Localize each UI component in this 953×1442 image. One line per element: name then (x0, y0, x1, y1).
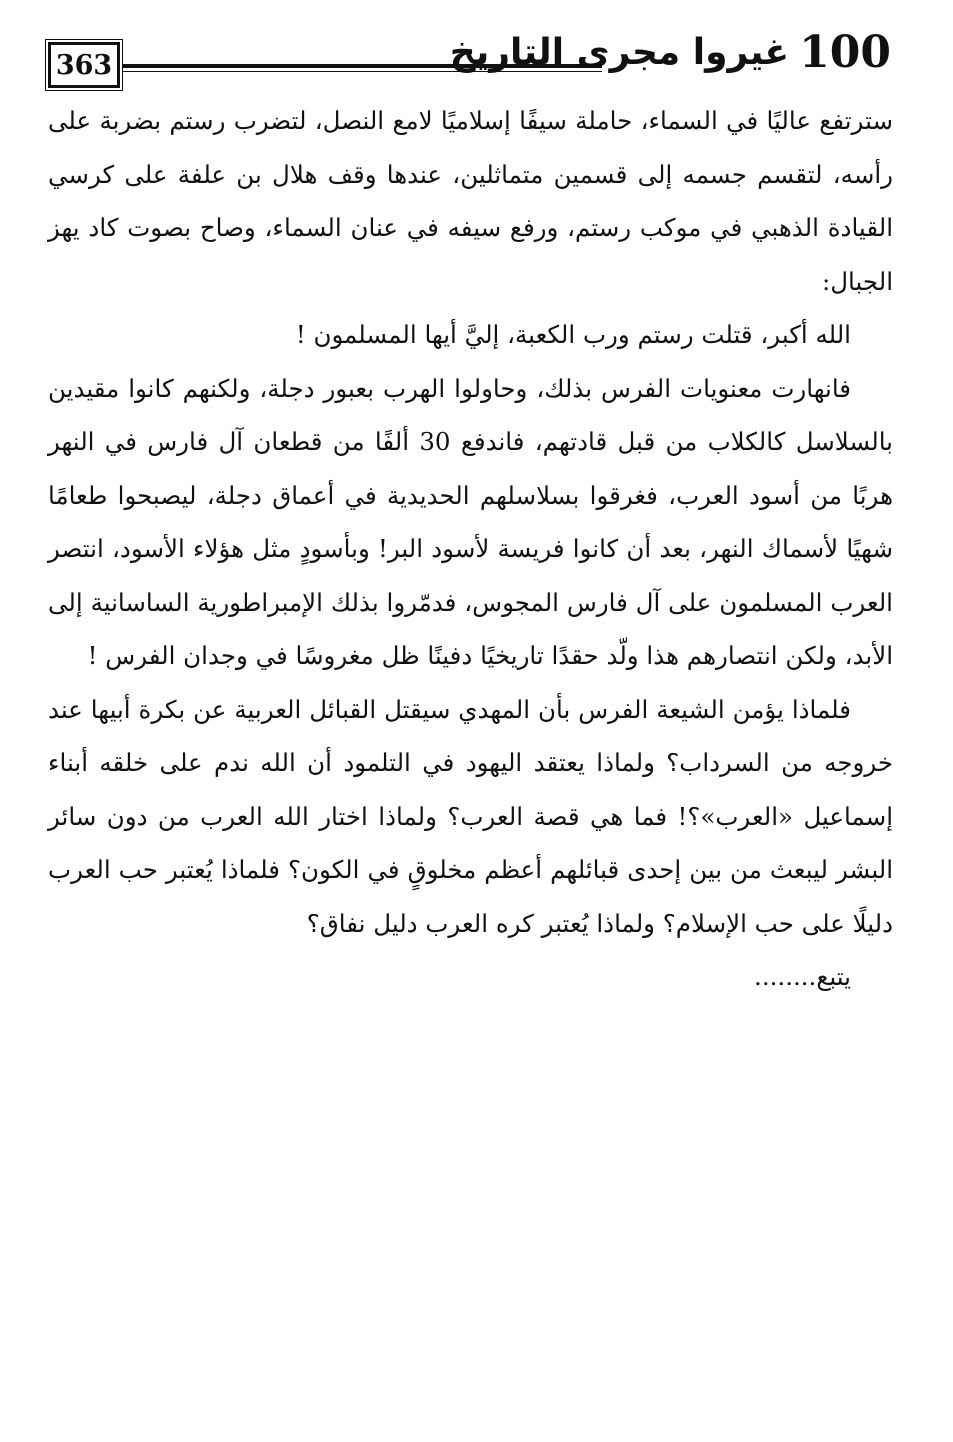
paragraph-4: فلماذا يؤمن الشيعة الفرس بأن المهدي سيقتل القبائل العربية عن بكرة أبيها عند خروجه من السرداب؟ ولماذا يعتقد اليهود في التلمود أن الله ندم على خلقه أبناء إسماعيل «العرب»؟! فما هي قصة العرب؟ ولماذا اختار الله العرب من دون سائر البشر ليبعث من بين إحدى قبائلهم أعظم مخلوقٍ في الكون؟ فلماذا يُعتبر حب العرب دليلًا على حب الإسلام؟ ولماذا يُعتبر كره العرب دليل نفاق؟ (48, 694, 893, 938)
to-be-continued: يتبع........ (754, 962, 851, 991)
paragraph-1: سترتفع عاليًا في السماء، حاملة سيفًا إسلاميًا لامع النصل، لتضرب رستم بضربة على رأسه، لتقسم جسمه إلى قسمين متماثلين، عندها وقف هلال بن علفة على كرسي القيادة الذهبي في موكب رستم، ورفع سيفه في عنان السماء، وصاح بصوت كاد يهز الجبال: (48, 106, 893, 296)
paragraph-2: الله أكبر، قتلت رستم ورب الكعبة، إليَّ أيها المسلمون ! (295, 320, 851, 349)
page-number: 363 (48, 42, 120, 88)
paragraph-3: فانهارت معنويات الفرس بذلك، وحاولوا الهرب بعبور دجلة، ولكنهم كانوا مقيدين بالسلاسل كالكلاب من قبل قادتهم، فاندفع 30 ألفًا من قطعان آل فارس في النهر هربًا من أسود العرب، فغرقوا بسلاسلهم الحديدية في أعماق دجلة، ليصبحوا طعامًا شهيًا لأسماك النهر، بعد أن كانوا فريسة لأسود البر! وبأسودٍ مثل هؤلاء الأسود، انتصر العرب المسلمون على آل فارس المجوس، فدمّروا بذلك الإمبراطورية الساسانية إلى الأبد، ولكن انتصارهم هذا ولّد حقدًا تاريخيًا دفينًا ظل مغروسًا في وجدان الفرس ! (48, 373, 893, 670)
book-title-number: 100 (799, 26, 891, 78)
book-title-text: غيروا مجرى التاريخ (449, 31, 790, 73)
page-header (48, 24, 891, 88)
page-body (48, 94, 893, 1004)
book-title (450, 24, 891, 80)
